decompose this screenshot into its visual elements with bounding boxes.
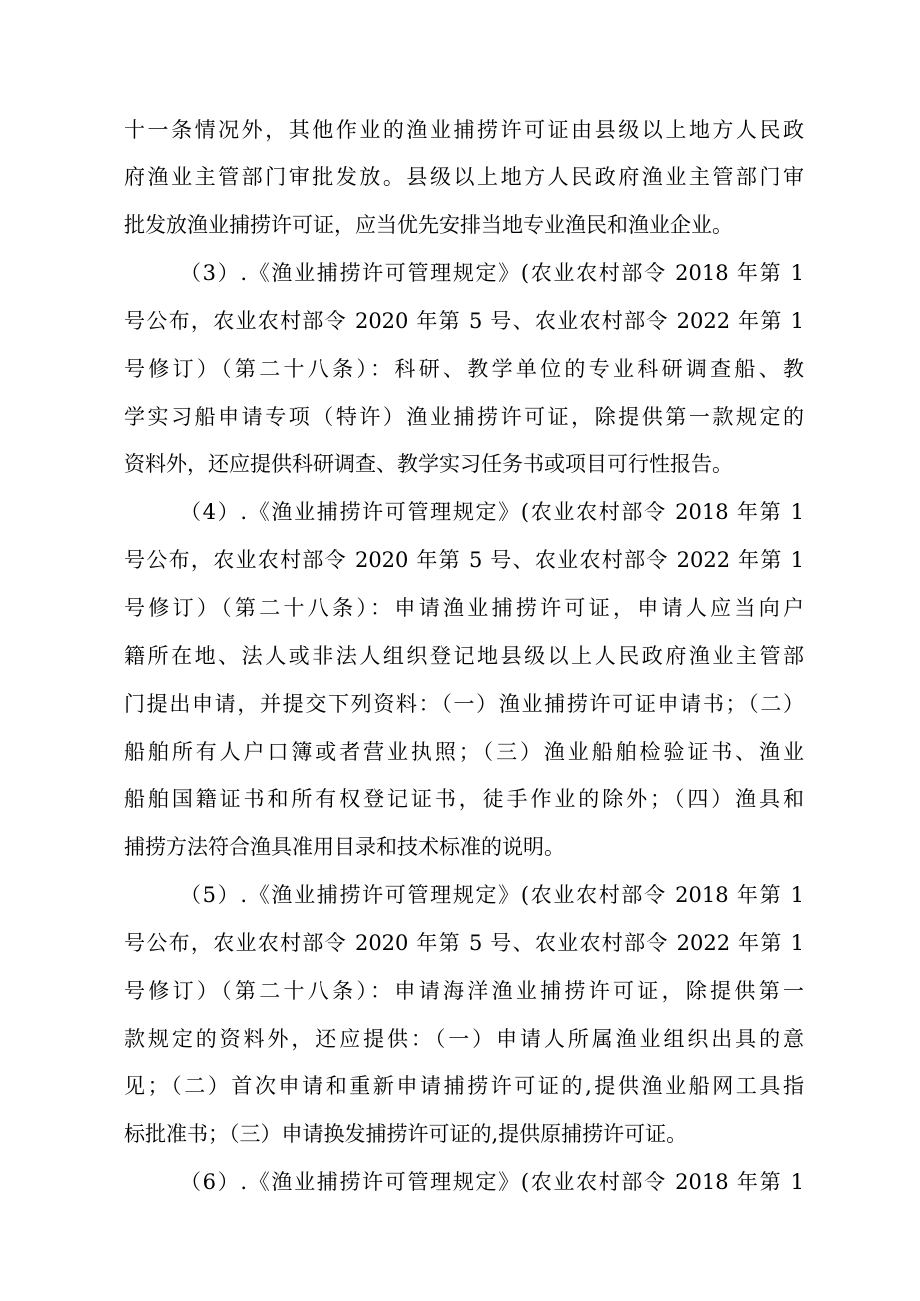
text-line: 十一条情况外，其他作业的渔业捕捞许可证由县级以上地方人民政 [124, 118, 804, 142]
text-line: 学实习船申请专项（特许）渔业捕捞许可证，除提供第一款规定的 [124, 405, 804, 429]
text-line: （5）.《渔业捕捞许可管理规定》(农业农村部令 2018 年第 1 [180, 883, 804, 907]
text-line: 标批准书；（三）申请换发捕捞许可证的,提供原捕捞许可证。 [124, 1122, 688, 1146]
text-line: 款规定的资料外，还应提供：（一）申请人所属渔业组织出具的意 [124, 1027, 804, 1051]
text-line: 号公布，农业农村部令 2020 年第 5 号、农业农村部令 2022 年第 1 [124, 931, 804, 955]
text-line: 号修订）（第二十八条）：申请渔业捕捞许可证，申请人应当向户 [124, 596, 804, 620]
text-line: 号修订）（第二十八条）：科研、教学单位的专业科研调查船、教 [124, 357, 804, 381]
text-line: 籍所在地、法人或非法人组织登记地县级以上人民政府渔业主管部 [124, 644, 804, 668]
text-line: 批发放渔业捕捞许可证，应当优先安排当地专业渔民和渔业企业。 [124, 213, 733, 237]
text-line: （3）.《渔业捕捞许可管理规定》(农业农村部令 2018 年第 1 [180, 261, 804, 285]
text-line: 号修订）（第二十八条）：申请海洋渔业捕捞许可证，除提供第一 [124, 979, 804, 1003]
text-line: 资料外，还应提供科研调查、教学实习任务书或项目可行性报告。 [124, 452, 733, 476]
text-line: 府渔业主管部门审批发放。县级以上地方人民政府渔业主管部门审 [124, 165, 804, 189]
text-line: 船舶所有人户口簿或者营业执照；（三）渔业船舶检验证书、渔业 [124, 740, 804, 764]
text-line: （6）.《渔业捕捞许可管理规定》(农业农村部令 2018 年第 1 [180, 1170, 804, 1194]
text-line: 号公布，农业农村部令 2020 年第 5 号、农业农村部令 2022 年第 1 [124, 548, 804, 572]
text-line: 门提出申请，并提交下列资料：（一）渔业捕捞许可证申请书；（二） [124, 692, 804, 716]
text-line: 船舶国籍证书和所有权登记证书，徒手作业的除外；（四）渔具和 [124, 787, 804, 811]
text-line: 捕捞方法符合渔具准用目录和技术标准的说明。 [124, 835, 565, 859]
text-line: （4）.《渔业捕捞许可管理规定》(农业农村部令 2018 年第 1 [180, 500, 804, 524]
text-line: 号公布，农业农村部令 2020 年第 5 号、农业农村部令 2022 年第 1 [124, 309, 804, 333]
text-line: 见；（二）首次申请和重新申请捕捞许可证的,提供渔业船网工具指 [124, 1074, 804, 1098]
